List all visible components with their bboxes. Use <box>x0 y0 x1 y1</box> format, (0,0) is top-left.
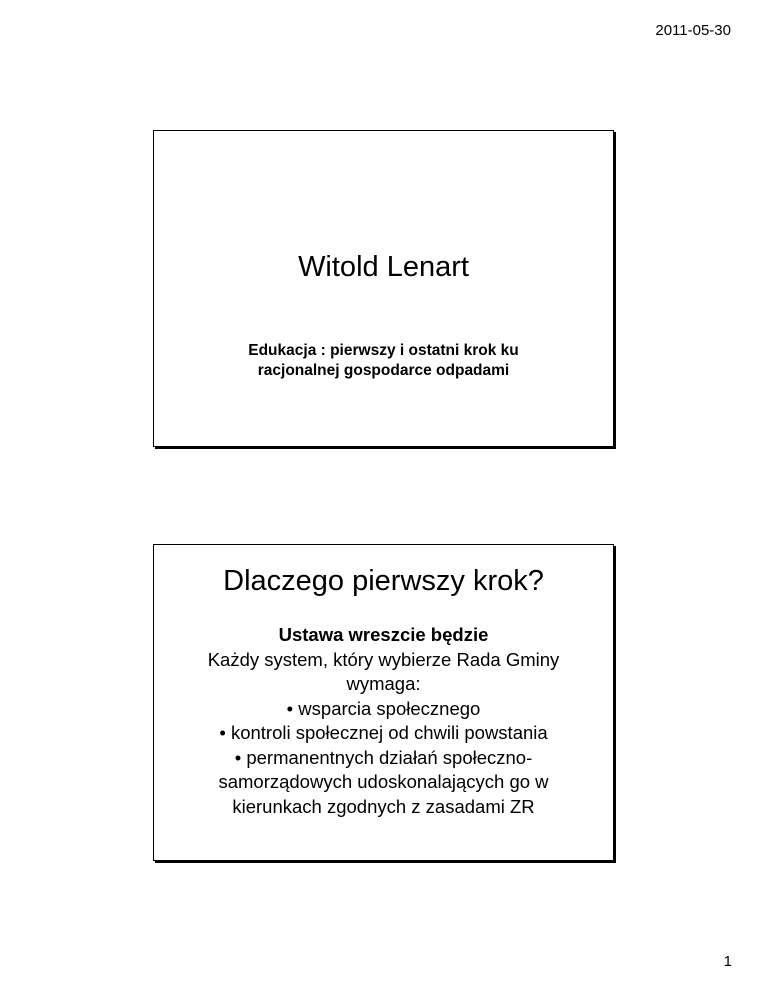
body-line: wymaga: <box>346 673 421 694</box>
slide-1-title: Witold Lenart <box>298 251 469 283</box>
slide-2-title: Dlaczego pierwszy krok? <box>223 565 544 597</box>
body-line: Każdy system, który wybierze Rada Gminy <box>207 648 560 670</box>
bullet-item: • kontroli społecznej od chwili powstania <box>219 722 548 743</box>
page-number: 1 <box>723 953 732 970</box>
bullet-continuation: samorządowych udoskonalających go w <box>218 771 549 792</box>
page-date: 2011-05-30 <box>655 22 731 39</box>
slide-2-lead: Ustawa wreszcie będzie <box>278 624 489 645</box>
subtitle-line: Edukacja : pierwszy i ostatni krok ku <box>248 342 519 359</box>
bullet-item: • permanentnych działań społeczno- <box>234 746 533 768</box>
bullet-item: • wsparcia społecznego <box>286 697 481 719</box>
bullet-continuation: kierunkach zgodnych z zasadami ZR <box>232 795 535 817</box>
slide-1 <box>153 130 614 447</box>
slide-1-subtitle <box>174 341 593 381</box>
slide-2-body <box>164 623 603 819</box>
subtitle-line: racjonalnej gospodarce odpadami <box>257 362 510 379</box>
slide-2 <box>153 544 614 861</box>
